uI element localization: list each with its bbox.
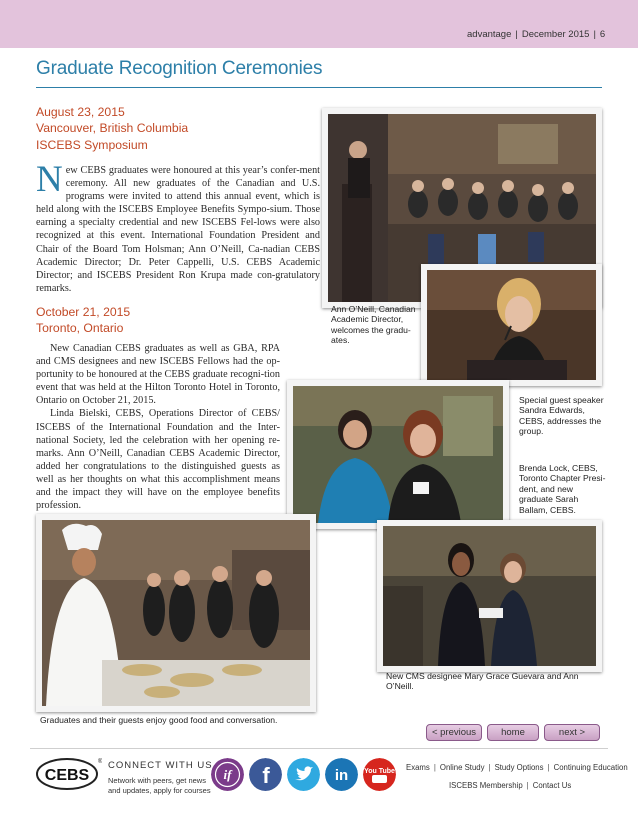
connect-text (108, 776, 211, 796)
page-number: 6 (599, 29, 606, 40)
link-continuing-education[interactable]: Continuing Education (553, 763, 628, 772)
footer-links-row-2: ISCEBS Membership | Contact Us (449, 781, 572, 790)
home-button[interactable]: home (487, 724, 539, 741)
event1-paragraph: ew CEBS graduates were honoured at this year’s confer-ment ceremony. All new graduates of the Canadian and U.S. programs were invited to attend this annual event, which is held along with the ISCEBS Employee Benefits Sympo-sium. Those earning a specialty credential and new ISCEBS Fel-lows were also recognized at this event. International Foundation President and Chair of the Board Tom Holsman; Ann O’Neill, Ca-nadian CEBS Academic Director; Dr. Peter Cappelli, U.S. CEBS Academic Director; and ISCEBS President Ron Krupa made con-gratulatory remarks. (36, 165, 320, 294)
link-study-options[interactable]: Study Options (494, 763, 544, 772)
event2-paragraph-1: New Canadian CEBS graduates as well as GBA, RPA and CMS designees and new ISCEBS Fellows had the op-portunity to be honoured at the CEBS graduate recogni-tion event that was held at the Hilton Toronto Hotel in Toronto, Ontario on October 21, 2015. (36, 343, 280, 407)
photo-sandra-edwards (421, 264, 602, 386)
if-icon[interactable] (211, 758, 244, 791)
caption-brenda-lock: Brenda Lock, CEBS, Toronto Chapter Presi-dent, and new graduate Sarah Ballam, CEBS. (519, 463, 606, 515)
connect-title: CONNECT WITH US (108, 760, 213, 771)
link-contact-us[interactable]: Contact Us (532, 781, 572, 790)
photo-brenda-sarah (287, 380, 509, 529)
event1-heading (36, 104, 188, 153)
caption-sandra-edwards: Special guest speaker Sandra Edwards, CEBS, addresses the group. (519, 395, 604, 437)
caption-mary-grace: New CMS designee Mary Grace Guevara and Ann O’Neill. (386, 671, 579, 692)
connect-line-1: Network with peers, get news (108, 776, 206, 785)
youtube-icon[interactable] (363, 758, 396, 791)
header-line: advantage | December 2015 | 6 (467, 29, 606, 40)
linkedin-icon-label: in (334, 767, 349, 784)
publication-name: advantage (467, 29, 512, 40)
event1-name: ISCEBS Symposium (36, 137, 148, 152)
previous-button[interactable]: < previous (426, 724, 482, 741)
link-exams[interactable]: Exams (406, 763, 430, 772)
page-title: Graduate Recognition Ceremonies (36, 58, 323, 79)
photo-chef-food (36, 514, 316, 712)
linkedin-icon[interactable] (325, 758, 358, 791)
facebook-icon[interactable] (249, 758, 282, 791)
facebook-icon-label: f (262, 763, 270, 788)
title-divider (36, 87, 602, 88)
connect-line-2: and updates, apply for courses (108, 786, 211, 795)
logo-text: CEBS (44, 767, 90, 784)
event1-location: Vancouver, British Columbia (36, 121, 189, 136)
if-icon-label: if (223, 767, 232, 782)
twitter-icon[interactable] (287, 758, 320, 791)
photo-mary-grace-ann (377, 520, 602, 672)
event2-paragraph-2: Linda Bielski, CEBS, Operations Director of CEBS/ ISCEBS of the International Foundation and the Inter-national Society, led the celebration with her opening re-marks. Ann O’Neill, Canadian CEBS Academic Director, added her congratulations to the distinguished guests as well as her thoughts on what this accomplishment means and the impact they will have on the employee benefits profession. (36, 408, 280, 512)
event1-date: August 23, 2015 (36, 105, 125, 119)
link-online-study[interactable]: Online Study (439, 763, 485, 772)
next-button[interactable]: next > (544, 724, 600, 741)
cebs-logo[interactable] (36, 757, 102, 791)
caption-ann-oneill: Ann O’Neill, Canadian Academic Director, welcomes the gradu-ates. (331, 304, 416, 346)
header-band (0, 0, 638, 48)
link-iscebs-membership[interactable]: ISCEBS Membership (449, 781, 523, 790)
svg-text:®: ® (98, 759, 102, 765)
event2-date: October 21, 2015 (36, 305, 131, 319)
dropcap: N (36, 159, 63, 200)
event2-body (36, 342, 280, 512)
caption-food: Graduates and their guests enjoy good food and conversation. (40, 715, 278, 725)
youtube-icon-label: You Tube (364, 768, 395, 775)
event1-body (36, 159, 320, 295)
event2-heading (36, 304, 130, 337)
footer-links-row-1: Exams | Online Study | Study Options | Continuing Education (406, 763, 628, 772)
footer-divider (30, 748, 608, 749)
issue-date: December 2015 (521, 29, 590, 40)
event2-location: Toronto, Ontario (36, 321, 124, 336)
